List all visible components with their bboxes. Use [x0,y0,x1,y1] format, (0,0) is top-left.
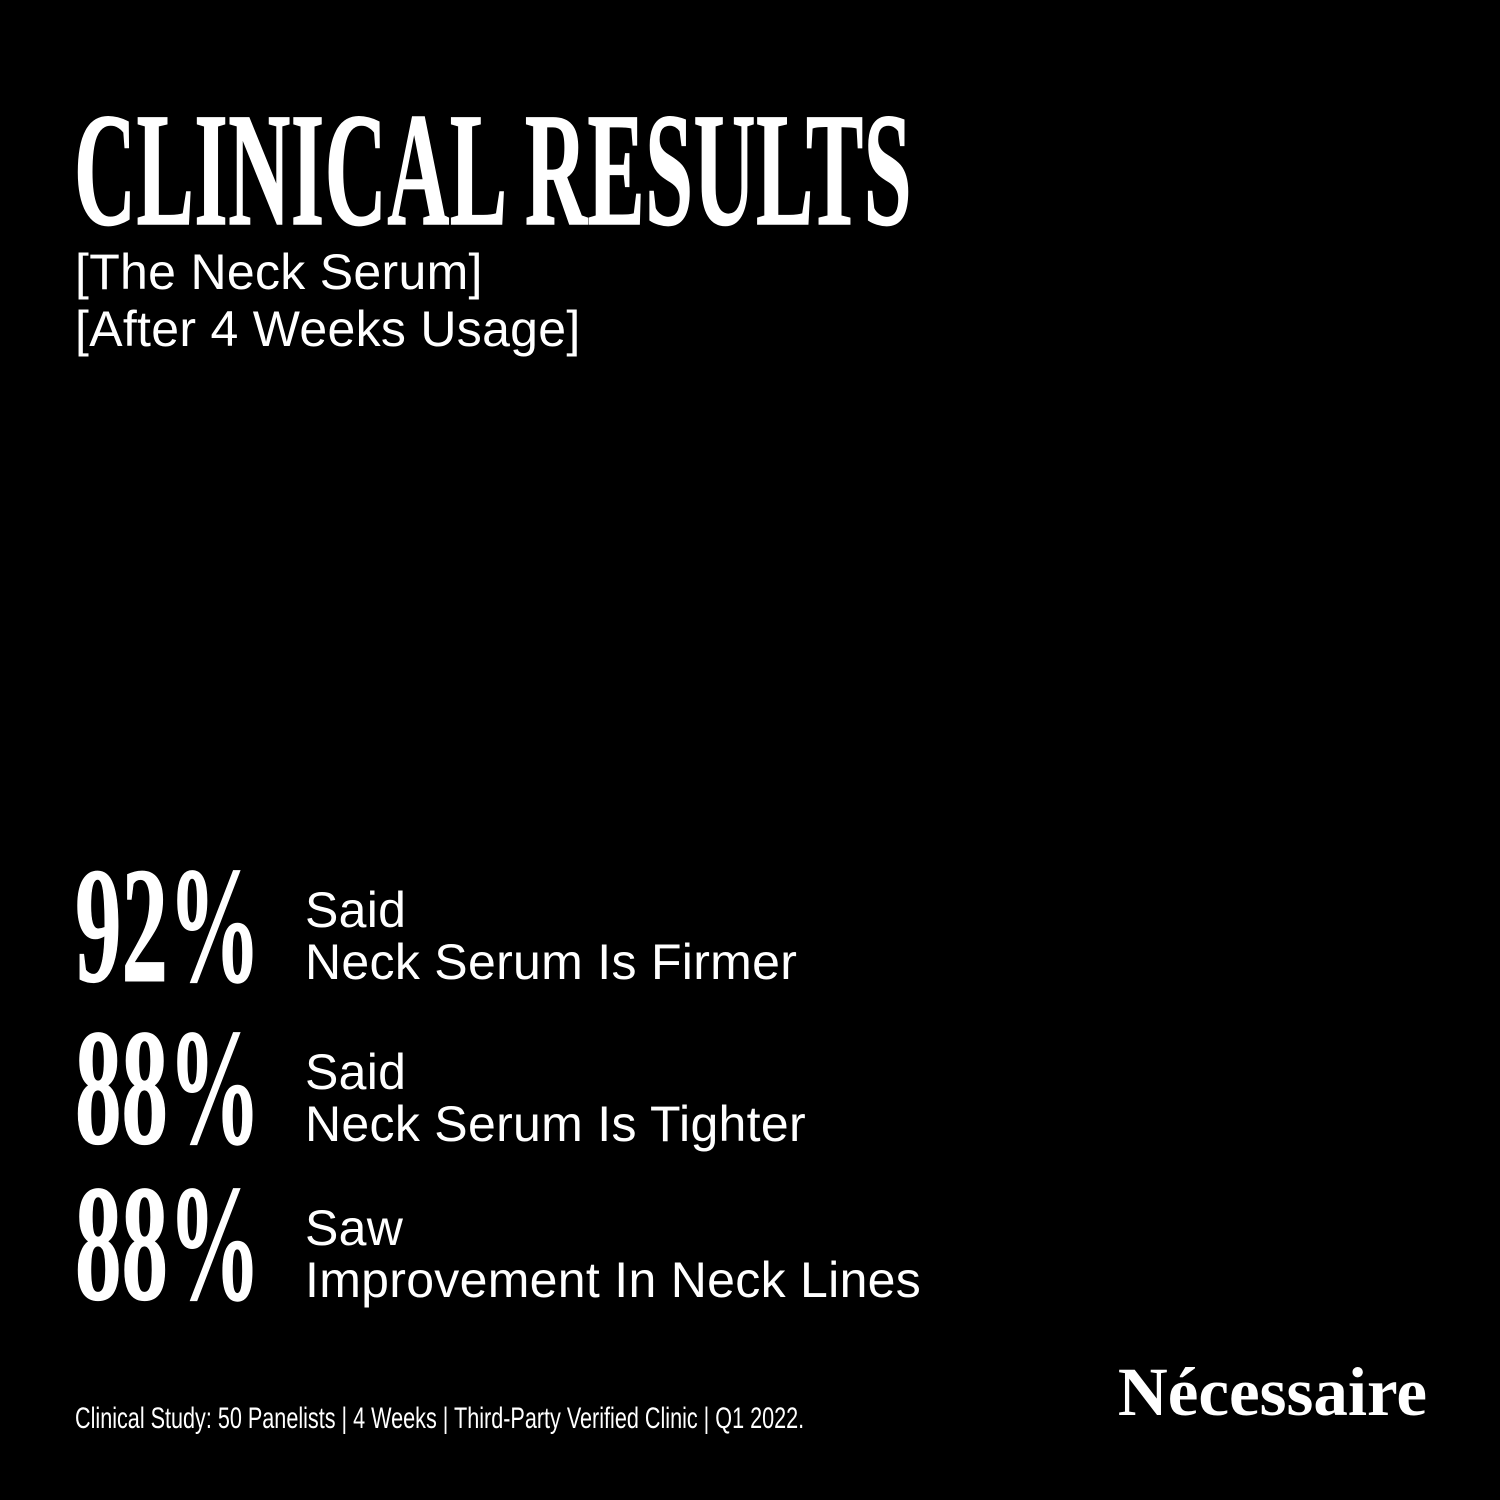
study-disclaimer: Clinical Study: 50 Panelists | 4 Weeks | Third-Party Verified Clinic | Q1 2022. [75,1402,805,1435]
stat-value-tighter: 88% [75,995,261,1179]
stat-value-neck-lines: 88% [75,1151,261,1335]
stat-label-tighter-line1: Said [305,1044,407,1100]
stat-label-tighter [305,1004,806,1150]
stat-value-firmer: 92% [75,833,261,1017]
brand-logo: Nécessaire [1117,1354,1427,1430]
stat-row-firmer [75,833,798,1017]
stat-label-firmer-line1: Said [305,882,407,938]
stat-row-tighter [75,995,806,1179]
subtitle-usage-line: [After 4 Weeks Usage] [75,301,581,357]
subtitle [75,244,581,358]
page-title: CLINICAL RESULTS [74,81,913,260]
stat-label-firmer-line2: Neck Serum Is Firmer [305,934,798,990]
stat-label-neck-lines-line2: Improvement In Neck Lines [305,1252,922,1308]
stat-row-neck-lines [75,1151,922,1335]
stat-label-neck-lines-line1: Saw [305,1200,404,1256]
stat-label-firmer [305,842,797,988]
stat-label-tighter-line2: Neck Serum Is Tighter [305,1096,806,1152]
subtitle-product-line: [The Neck Serum] [75,244,483,300]
stat-label-neck-lines [305,1160,921,1306]
